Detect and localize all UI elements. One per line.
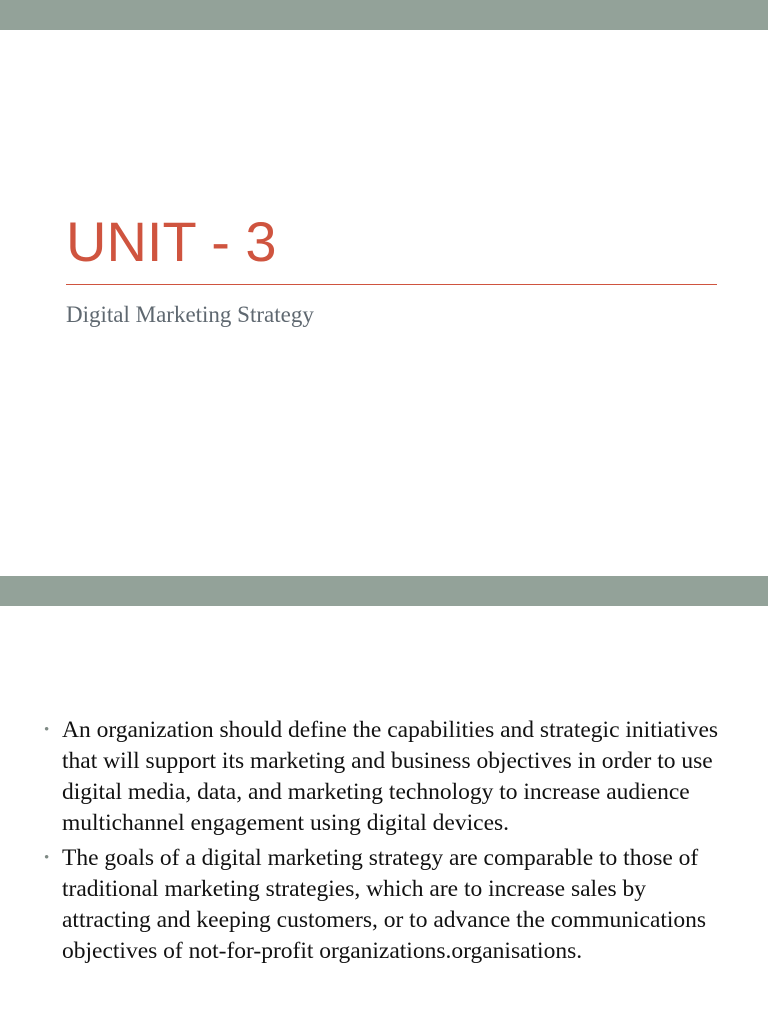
bullet-text: The goals of a digital marketing strategy are comparable to those of traditional marketing strategies, which are to increase sales by attracting and keeping customers, or to advance the communications objectives of not-for-profit organizations.organisations. [62, 845, 707, 964]
slide-title-heading: UNIT - 3 [66, 210, 277, 273]
bullet-item [44, 843, 734, 967]
slide-content [0, 576, 768, 1024]
title-divider-line [66, 284, 717, 285]
slide-top-accent-bar [0, 576, 768, 606]
bullet-marker: • [44, 850, 50, 866]
bullet-marker: • [44, 722, 50, 738]
slide-top-accent-bar [0, 0, 768, 30]
slide-subtitle: Digital Marketing Strategy [66, 302, 314, 327]
bullet-list [44, 715, 734, 971]
bullet-text: An organization should define the capabilities and strategic initiatives that will support its marketing and business objectives in order to use digital media, data, and marketing technology to increase audience multichannel engagement using digital devices. [62, 717, 719, 836]
bullet-item [44, 715, 734, 839]
